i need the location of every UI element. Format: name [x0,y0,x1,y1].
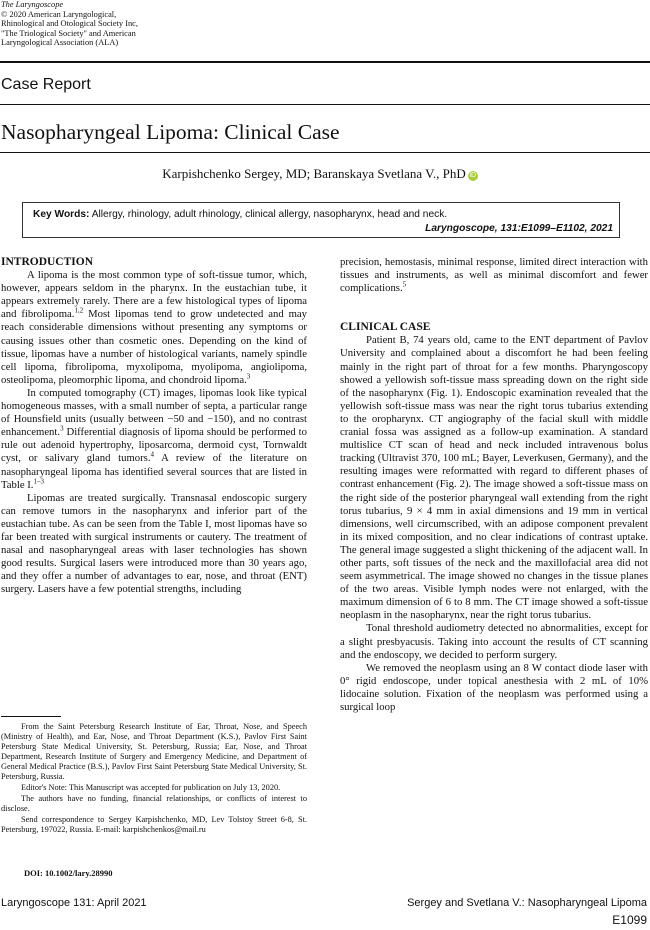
section-spacer [340,295,648,321]
reference-marker[interactable]: 3 [246,372,251,381]
reference-marker[interactable]: 1–3 [33,477,44,486]
keywords-line [33,209,447,220]
keywords-label: Key Words: [33,209,90,220]
citation: Laryngoscope, 131:E1099–E1102, 2021 [425,223,613,234]
disclosure-note: The authors have no funding, financial relationships, or conflicts of interest to disclose. [1,794,307,813]
case-paragraph: Tonal threshold audiometry detected no abnormalities, except for a slight presbyacusis. Taking into account the results of CT scanning and the endoscopy, we decided to perform surgery. [340,622,648,661]
doi-link[interactable]: DOI: 10.1002/lary.28990 [24,868,113,878]
copyright-line: © 2020 American Laryngological, [1,9,117,19]
intro-paragraph: A lipoma is the most common type of soft-tissue tumor, which, however, appears seldom in the pharynx. In the eustachian tube, it appears extremely rarely. There are a few histological types of lipoma and fibrolipoma.$^{1,2}$ Most lipomas tend to grow undetected and may reach considerable dimensions without presenting any symptoms or causing issues other than cosmetic ones. Depending on the kind of tissue, lipomas have a number of histological variants, namely spindle cell lipoma, fibrolipoma, myxolipoma, myolipoma, angiolipoma, osteolipoma, pleomorphic lipoma, and chondroid lipoma.$^3$ [1,269,308,386]
footer-running-title: Sergey and Svetlana V.: Nasopharyngeal Lipoma [407,897,647,909]
copyright-notice [1,0,281,48]
footnotes [1,722,307,836]
authors-text: Karpishchenko Sergey, MD; Baranskaya Svetlana V., PhD [162,166,466,181]
editor-note: Editor's Note: This Manuscript was accepted for publication on July 13, 2020. [21,783,281,792]
author-list [0,166,640,182]
reference-marker[interactable]: 4 [150,450,154,459]
reference-marker[interactable]: 1,2 [74,306,84,315]
right-column [340,256,648,714]
introduction-heading: INTRODUCTION [1,256,94,268]
copyright-line: "The Triological Society" and American [1,28,136,38]
footer-journal: Laryngoscope 131: April 2021 [1,897,147,909]
footnote-rule [1,716,61,717]
intro-paragraph-continued: precision, hemostasis, minimal response, limited direct interaction with tissues and instruments, as well as minimal discomfort and fewer complications.$^5$ [340,256,648,295]
reference-marker[interactable]: 3 [60,424,64,433]
title-rule [0,152,650,153]
article-title: Nasopharyngeal Lipoma: Clinical Case [1,120,340,144]
intro-paragraph: In computed tomography (CT) images, lipomas look like typical homogeneous masses, with a small number of septa, a particular range of Hounsfield units (usually between −50 and −150), and no contrast enhancement.$^3$ Differential diagnosis of lipoma should be performed to rule out adenoid hypertrophy, liposarcoma, dermoid cyst, Tornwaldt cyst, or salivary gland tumors.$^4$ A review of the literature on nasopharyngeal lipoma has identified several sources that are listed in Table I.$^{1-3}$ [1,386,307,491]
article-type: Case Report [1,76,91,93]
affiliation-footnote: From the Saint Petersburg Research Institute of Ear, Throat, Nose, and Speech (Ministry of Health), and Ear, Nose, and Throat Department (K.S.), Pavlov First Saint Petersburg State Medical University, St. Petersburg, Russia; Ear, Nose, and Throat Department, Research Institute of Surgery and Emergency Medicine, and Department of General Medical Practice (B.S.), Pavlov First Saint Petersburg State Medical University, St. Petersburg, Russia. [1,722,307,781]
keywords-text: Allergy, rhinology, adult rhinology, clinical allergy, nasopharynx, head and neck. [91,209,448,220]
section-rule [0,104,650,105]
journal-name: The Laryngoscope [1,0,64,9]
page-number: E1099 [612,913,647,927]
left-column [1,256,307,596]
clinical-case-heading: CLINICAL CASE [340,321,431,334]
keywords-box [22,202,620,238]
reference-marker[interactable]: 5 [402,280,407,289]
copyright-line: Rhinological and Otological Society Inc, [1,19,138,29]
case-paragraph: Patient B, 74 years old, came to the ENT department of Pavlov University and complained about a discomfort he had been feeling mainly in the right part of throat for a few months. Pharyngoscopy showed a yellowish soft-tissue mass spreading down on the right side of the nasopharynx (Fig. 1). Endoscopic examination revealed that the yellowish soft-tissue mass was near the right torus tubarius extending to the oropharynx. CT angiography of the facial skull with middle cranial fossa was assigned as a follow-up examination. A standard multislice CT scan of head and neck included intravenous bolus tracking (Ultravist 370, 100 mL; Bayer, Leverkusen, Germany), and the resulting images were reformatted with regard to different phases of contrast enhancement (Fig. 2). The image showed a soft-tissue mass on the right side of the posterior pharyngeal wall extending from the right torus tubarius, 9 × 4 mm in axial dimensions and 19 mm in vertical dimensions, well circumscribed, with an adipose component prevalent in its mixed composition, and no clear indications of contrast uptake. The general image suggested a slight thickening of the adjacent wall. In other parts, soft tissues of the neck and the maxillofacial area did not seem asymmetrical. The image showed no changes in the tissue planes of the two areas. Visible lymph nodes were not enlarged, with the maximum dimension of 6 to 8 mm. The CT image showed a soft-tissue neoplasm in the nasopharynx, near the right torus tubarius. [340,334,648,622]
intro-paragraph: Lipomas are treated surgically. Transnasal endoscopic surgery can remove tumors in the nasopharynx and inferior part of the eustachian tube. As can be seen from the Table I, most lipomas have so far been treated with surgical instruments or cautery. The treatment of nasal and nasopharyngeal areas with laser technologies has shown good results. Surgical lasers were introduced more than 30 years ago, and they offer a number of advantages to ear, nose, and throat (ENT) surgery. Lasers have a few potential strengths, including [1,491,307,596]
correspondence-note: Send correspondence to Sergey Karpishchenko, MD, Lev Tolstoy Street 6-8, St. Petersburg, 197022, Russia. E-mail: karpishchenkos@mail.ru [1,815,307,834]
copyright-line: Laryngological Association (ALA) [1,38,119,48]
orcid-icon[interactable]: iD [469,172,477,179]
header-rule [0,61,650,63]
case-paragraph: We removed the neoplasm using an 8 W contact diode laser with 0° rigid endoscope, under topical anesthesia with 2 mL of 10% lidocaine solution. Fixation of the neoplasm was performed using a surgical loop [340,661,648,713]
